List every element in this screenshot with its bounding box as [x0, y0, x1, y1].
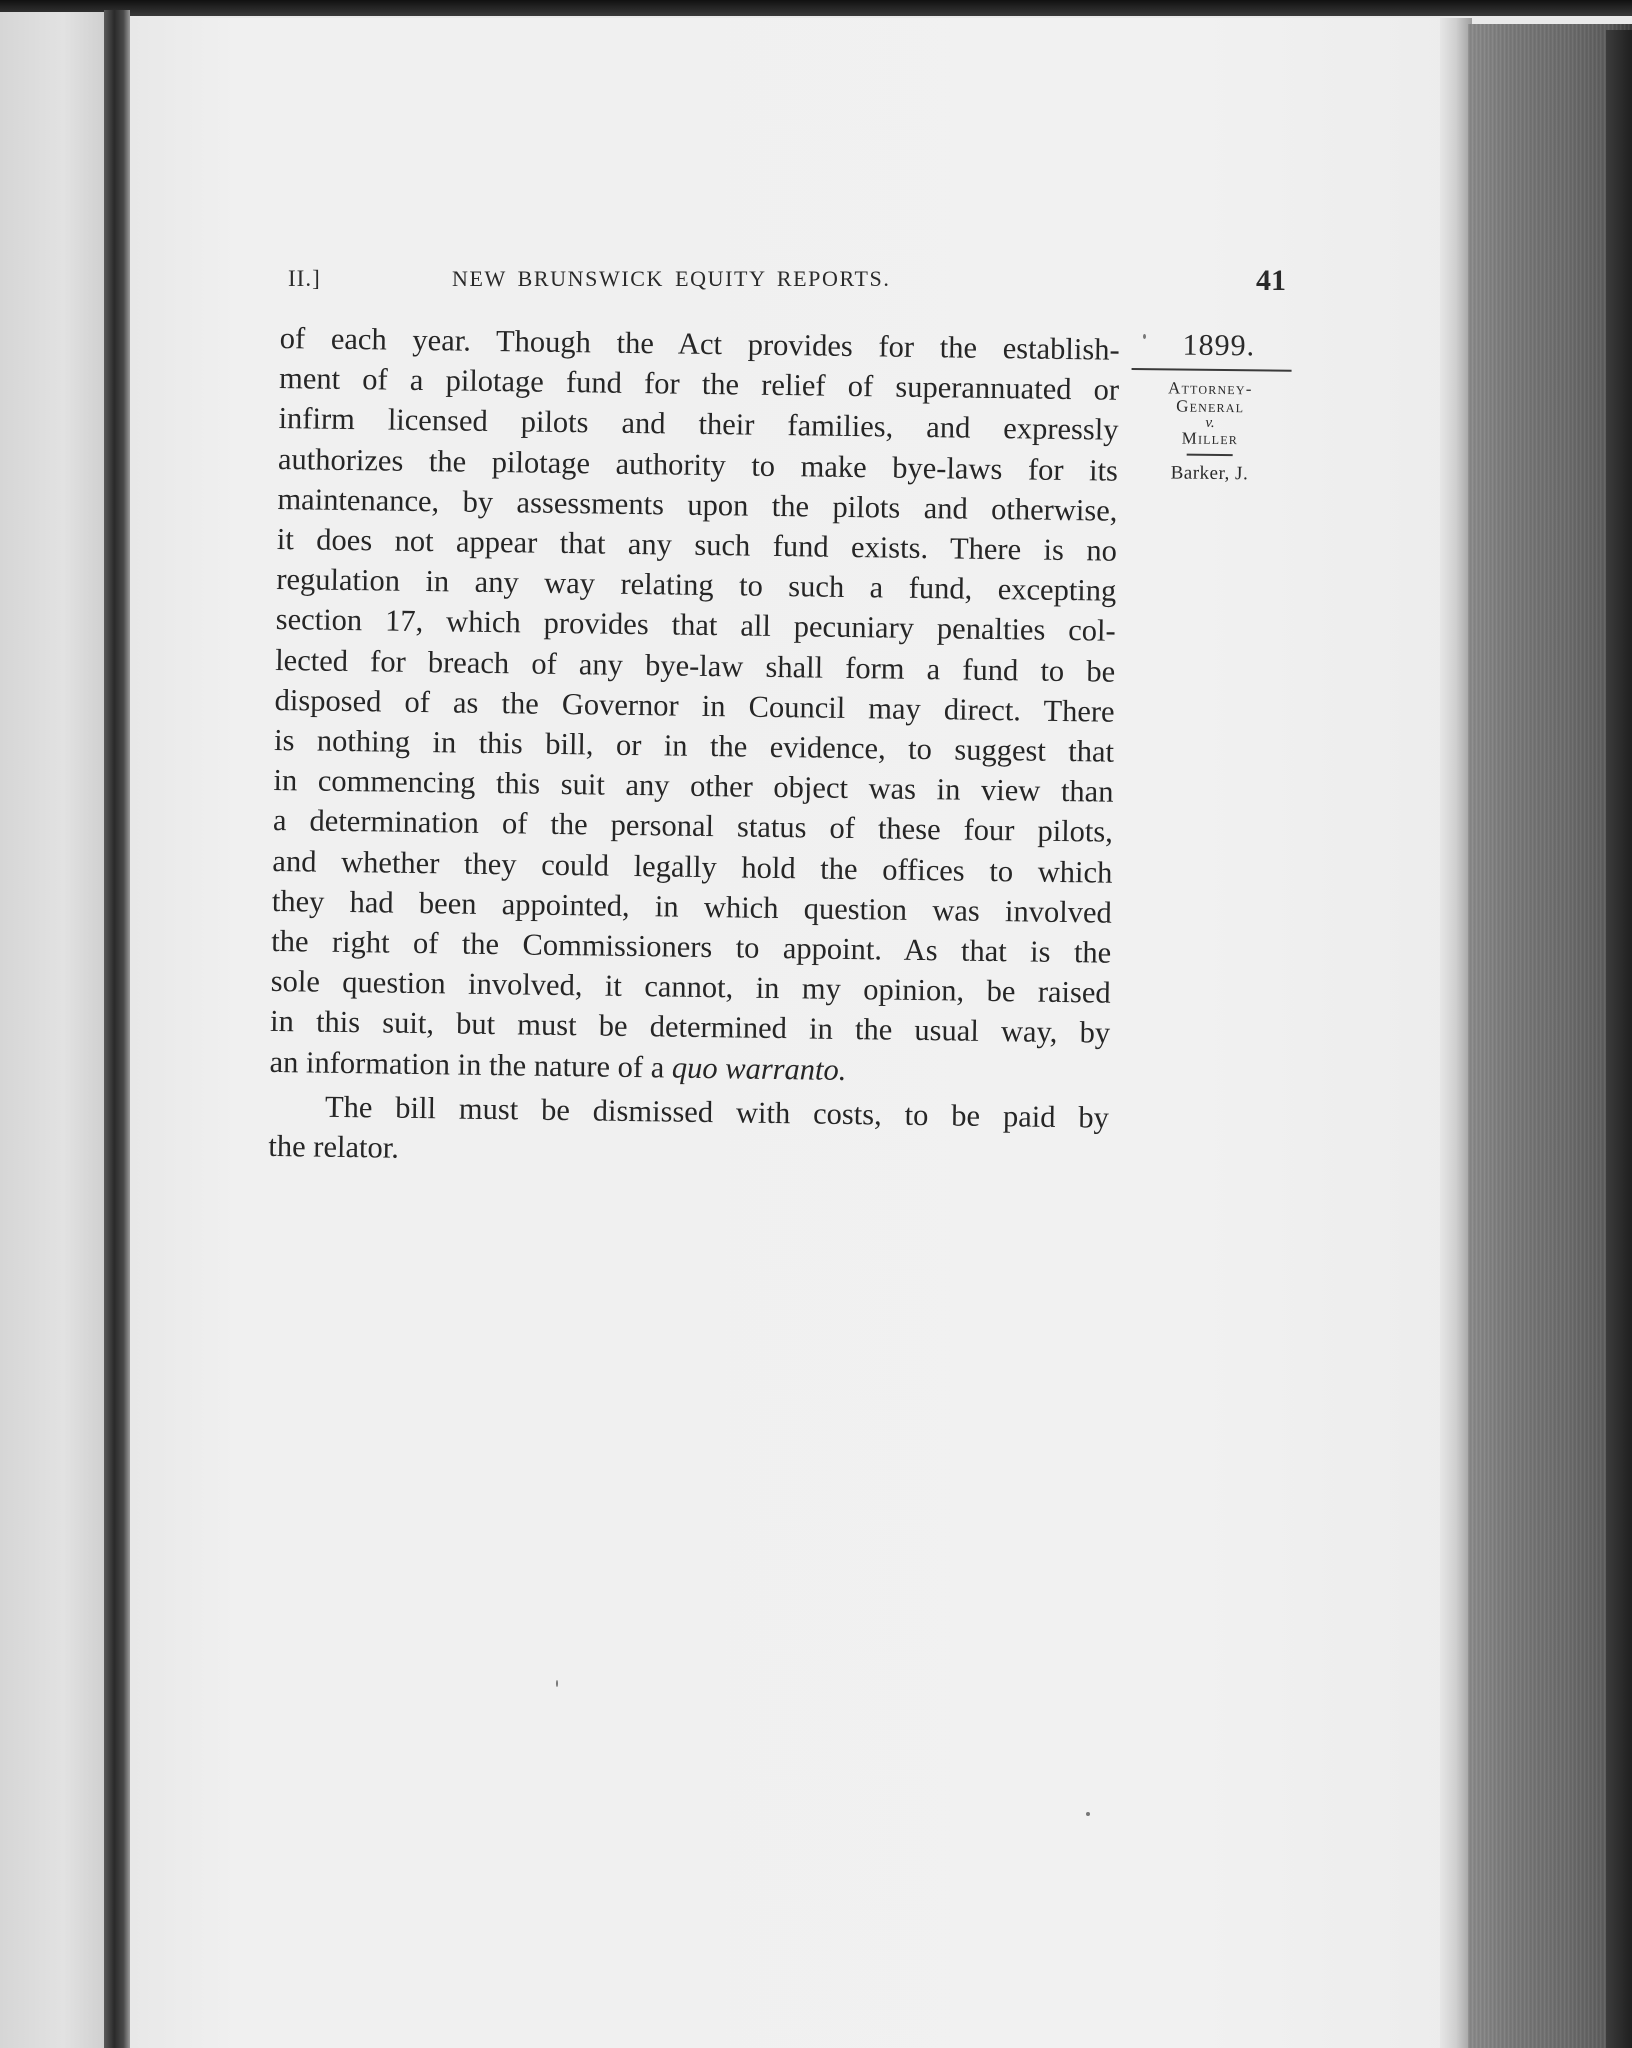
- text-line: it does not appear that any such fund exists. There is no: [276, 521, 1118, 568]
- book-gutter: [104, 10, 130, 2048]
- text-line: in this suit, but must be determined in the usual way, by: [269, 1004, 1111, 1051]
- paragraph: [269, 318, 1120, 1094]
- judge-name: Barker, J.: [1170, 462, 1249, 485]
- text-line: in commencing this suit any other object was in view than: [273, 763, 1114, 809]
- text-line: they had been appointed, in which question was involved: [271, 883, 1113, 930]
- running-head: [280, 266, 1290, 306]
- marginal-short-rule: [1187, 454, 1233, 456]
- paragraph: [268, 1086, 1109, 1178]
- text-line: regulation in any way relating to such a fund, excepting: [276, 562, 1117, 608]
- facing-page-edge: [0, 12, 106, 2048]
- case-name-line: Attorney-: [1168, 378, 1253, 399]
- text-line: ment of a pilotage fund for the relief of superannuated or: [278, 361, 1120, 407]
- text-line: disposed of as the Governor in Council may direct. There: [274, 682, 1115, 729]
- latin-term: quo warranto.: [671, 1050, 847, 1087]
- case-name-line: Miller: [1181, 428, 1239, 449]
- case-year: 1899.: [1182, 328, 1256, 363]
- marginal-notes: [1126, 328, 1294, 486]
- scan-speck: [1086, 1812, 1090, 1816]
- text-line: is nothing in this bill, or in the evidence, to suggest that: [273, 722, 1115, 769]
- scan-speck: [556, 1680, 558, 1687]
- scan-speck: [1143, 334, 1146, 339]
- text-line: the relator.: [268, 1128, 400, 1165]
- marginal-rule: [1132, 368, 1292, 372]
- text-line: sole question involved, it cannot, in my opinion, be raised: [270, 964, 1111, 1010]
- text-line: infirm licensed pilots and their families, and expressly: [278, 401, 1119, 448]
- reporter-title: NEW BRUNSWICK EQUITY REPORTS.: [452, 266, 891, 291]
- text-line-prefix: an information in the nature of a: [269, 1044, 673, 1085]
- text-line: a determination of the personal status of these four pilots,: [272, 803, 1114, 850]
- judgment-text: [268, 318, 1120, 1178]
- text-line: and whether they could legally hold the offices to which: [272, 843, 1113, 890]
- case-versus: v.: [1205, 414, 1215, 431]
- text-line: The bill must be dismissed with costs, to be paid by: [324, 1089, 1110, 1135]
- text-line: lected for breach of any bye-law shall form a fund to be: [274, 642, 1116, 689]
- book-cover-edge: [1606, 30, 1632, 2048]
- text-line: maintenance, by assessments upon the pilots and otherwise,: [277, 481, 1118, 528]
- text-line: section 17, which provides that all pecuniary penalties col-: [275, 602, 1116, 649]
- scan-top-shadow: [0, 0, 1632, 16]
- text-line: of each year. Though the Act provides for the establish-: [279, 320, 1120, 367]
- page-number: 41: [1256, 264, 1286, 297]
- volume-marker: II.]: [288, 266, 321, 291]
- text-line: the right of the Commissioners to appoint. As that is the: [271, 923, 1112, 970]
- case-name-line: General: [1176, 396, 1245, 417]
- text-line: authorizes the pilotage authority to make bye-laws for its: [277, 441, 1119, 488]
